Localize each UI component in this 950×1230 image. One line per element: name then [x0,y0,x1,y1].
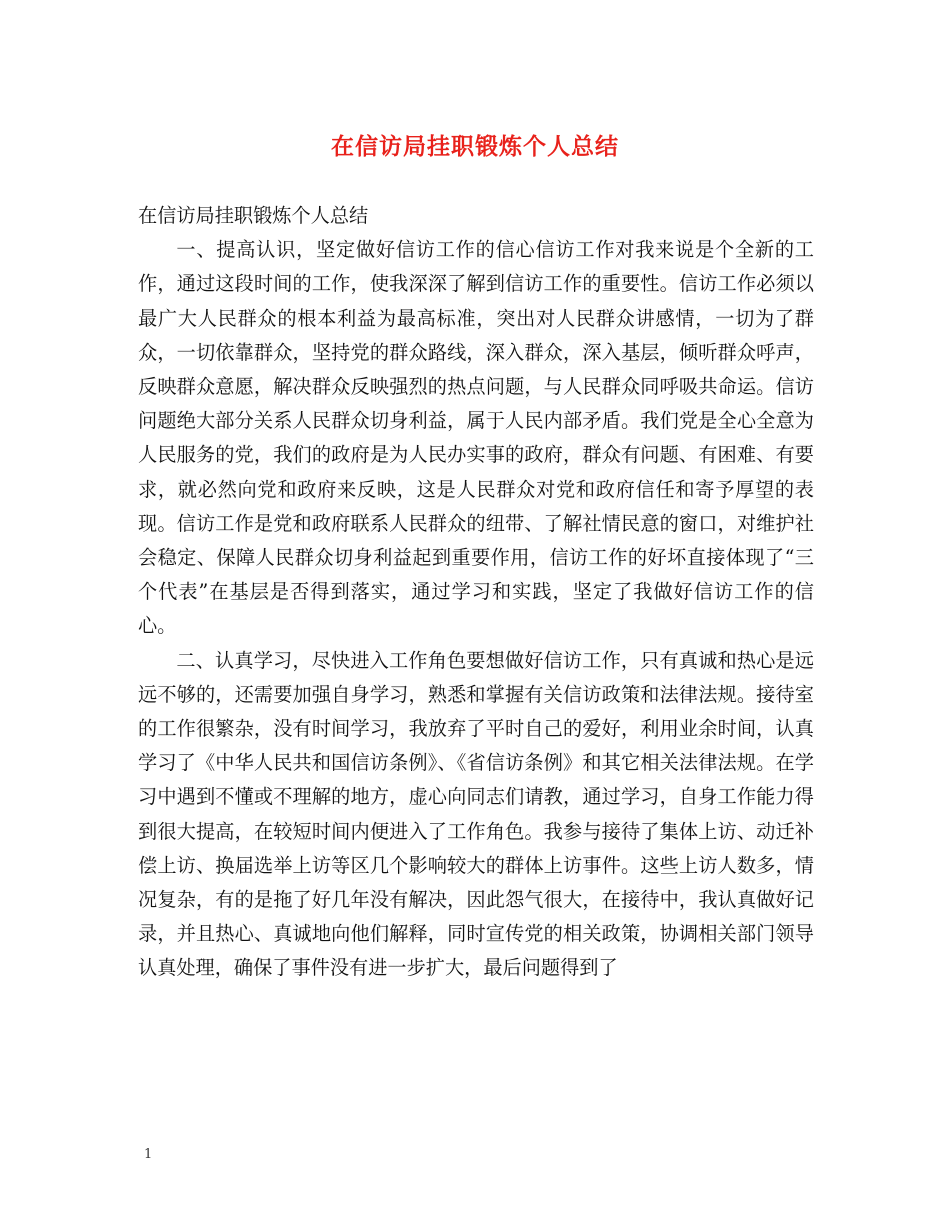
paragraph-2: 二、认真学习，尽快进入工作角色要想做好信访工作，只有真诚和热心是远远不够的，还需要加强自身学习，熟悉和掌握有关信访政策和法律法规。接待室的工作很繁杂，没有时间学习，我放弃了平时自己的爱好，利用业余时间，认真学习了《中华人民共和国信访条例》、《省信访条例》和其它相关法律法规。在学习中遇到不懂或不理解的地方，虚心向同志们请教，通过学习，自身工作能力得到很大提高，在较短时间内便进入了工作角色。我参与接待了集体上访、动迁补偿上访、换届选举上访等区几个影响较大的群体上访事件。这些上访人数多，情况复杂，有的是拖了好几年没有解决，因此怨气很大，在接待中，我认真做好记录，并且热心、真诚地向他们解释，同时宣传党的相关政策，协调相关部门领导认真处理，确保了事件没有进一步扩大，最后问题得到了 [138,648,814,980]
document-subtitle: 在信访局挂职锻炼个人总结 [138,204,369,227]
paragraph-1: 一、提高认识，坚定做好信访工作的信心信访工作对我来说是个全新的工作，通过这段时间的工作，使我深深了解到信访工作的重要性。信访工作必须以最广大人民群众的根本利益为最高标准，突出对人民群众讲感情，一切为了群众，一切依靠群众，坚持党的群众路线，深入群众，深入基层，倾听群众呼声，反映群众意愿，解决群众反映强烈的热点问题，与人民群众同呼吸共命运。信访问题绝大部分关系人民群众切身利益，属于人民内部矛盾。我们党是全心全意为人民服务的党，我们的政府是为人民办实事的政府，群众有问题、有困难、有要求，就必然向党和政府来反映，这是人民群众对党和政府信任和寄予厚望的表现。信访工作是党和政府联系人民群众的纽带、了解社情民意的窗口，对维护社会稳定、保障人民群众切身利益起到重要作用，信访工作的好坏直接体现了“三个代表”在基层是否得到落实，通过学习和实践，坚定了我做好信访工作的信心。 [138,238,814,638]
document-body [138,199,814,986]
document-title: 在信访局挂职锻炼个人总结 [331,133,619,160]
page-number: 1 [144,1147,153,1162]
